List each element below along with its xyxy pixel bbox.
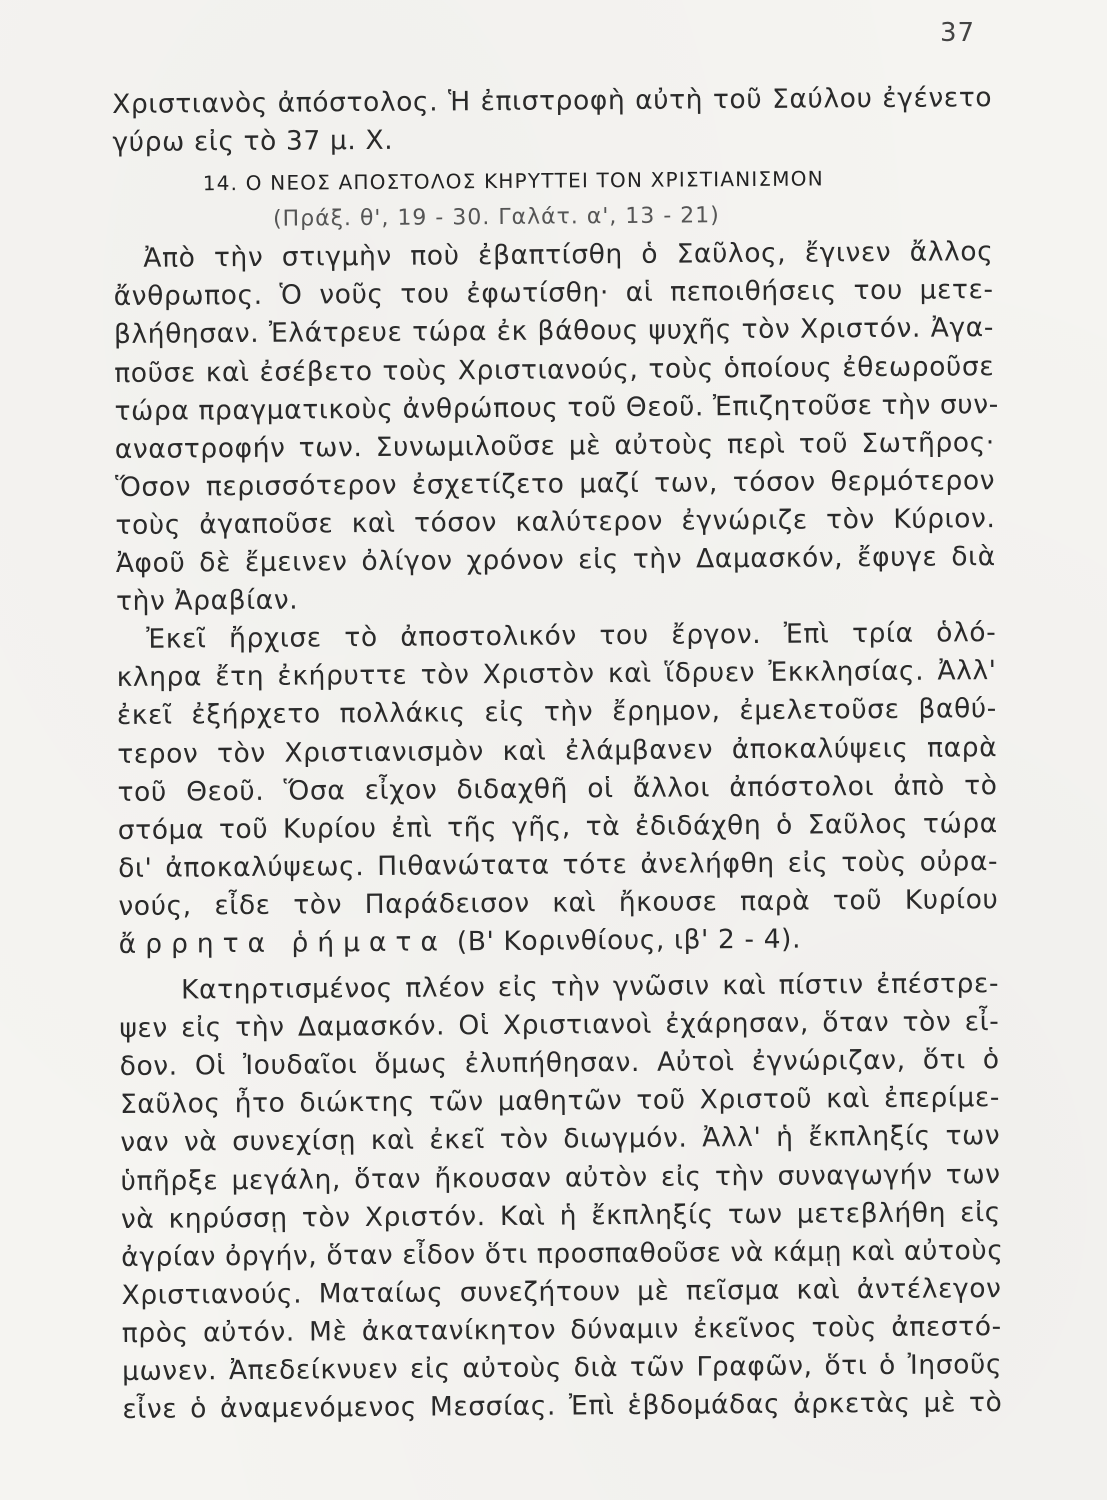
text-line: Ἀπὸ τὴν στιγμὴν ποὺ ἐβαπτίσθη ὁ Σαῦλος, ἔγινεν ἄλλος: [143, 236, 994, 275]
text-line: ἀγρίαν ὀργήν, ὅταν εἶδον ὅτι προσπαθοῦσε νὰ κάμῃ καὶ αὐτοὺς: [121, 1234, 1004, 1273]
text-line: Χριστιανὸς ἀπόστολος. Ἡ ἐπιστροφὴ αὐτὴ τοῦ Σαύλου ἐγένετο: [112, 82, 993, 120]
text-line: τοῦ Θεοῦ. Ὅσα εἶχον διδαχθῆ οἱ ἄλλοι ἀπόστολοι ἀπὸ τὸ: [117, 769, 998, 808]
text-line: τοὺς ἀγαποῦσε καὶ τόσον καλύτερον ἐγνώριζε τὸν Κύριον.: [115, 503, 996, 541]
text-line: Ὅσον περισσότερον ἐσχετίζετο μαζί των, τόσον θερμότερον: [115, 464, 996, 503]
text-line: στόμα τοῦ Κυρίου ἐπὶ τῆς γῆς, τὰ ἐδιδάχθη ὁ Σαῦλος τώρα: [117, 807, 998, 846]
text-line: κληρα ἔτη ἐκήρυττε τὸν Χριστὸν καὶ ἵδρυεν Ἐκκλησίας. Ἀλλ': [116, 655, 997, 694]
text-line: τερον τὸν Χριστιανισμὸν καὶ ἐλάμβανεν ἀποκαλύψεις παρὰ: [117, 731, 998, 770]
page-number: 37: [940, 18, 976, 48]
text-line: δι' ἀποκαλύψεως. Πιθανώτατα τότε ἀνελήφθη εἰς τοὺς οὐρα-: [118, 845, 999, 884]
text-line: ψεν εἰς τὴν Δαμασκόν. Οἱ Χριστιανοὶ ἐχάρησαν, ὅταν τὸν εἶ-: [119, 1006, 1000, 1045]
text-line: νούς, εἶδε τὸν Παράδεισον καὶ ἤκουσε παρὰ τοῦ Κυρίου: [118, 883, 999, 922]
section-heading: 14. Ο ΝΕΟΣ ΑΠΟΣΤΟΛΟΣ ΚΗΡΥΤΤΕΙ ΤΟΝ ΧΡΙΣΤΙΑΝΙΣΜΟΝ: [202, 166, 824, 196]
text-line: νὰ κηρύσσῃ τὸν Χριστόν. Καὶ ἡ ἔκπληξίς των μετεβλήθη εἰς: [120, 1196, 1001, 1235]
text-line: εἶνε ὁ ἀναμενόμενος Μεσσίας. Ἐπὶ ἑβδομάδας ἀρκετὰς μὲ τὸ: [122, 1387, 1003, 1426]
text-line: ὑπῆρξε μεγάλη, ὅταν ἤκουσαν αὐτὸν εἰς τὴν συναγωγήν των: [120, 1158, 1001, 1197]
text-line: αναστροφήν των. Συνωμιλοῦσε μὲ αὐτοὺς περὶ τοῦ Σωτῆρος·: [114, 426, 995, 465]
text-line: γύρω εἰς τὸ 37 μ. Χ.: [112, 124, 394, 159]
text-line: Σαῦλος ἦτο διώκτης τῶν μαθητῶν τοῦ Χριστοῦ καὶ ἐπερίμε-: [119, 1082, 1001, 1121]
text-line: Ἐκεῖ ἤρχισε τὸ ἀποστολικόν του ἔργον. Ἐπὶ τρία ὁλό-: [146, 617, 997, 655]
section-reference: (Πράξ. θ', 19 - 30. Γαλάτ. α', 13 - 21): [272, 203, 720, 232]
text-line: βλήθησαν. Ἐλάτρευε τώρα ἐκ βάθους ψυχῆς τὸν Χριστόν. Ἀγα-: [113, 312, 995, 351]
text-line: ἐκεῖ ἐξήρχετο πολλάκις εἰς τὴν ἔρημον, ἐμελετοῦσε βαθύ-: [116, 693, 998, 732]
text-line: τώρα πραγματικοὺς ἀνθρώπους τοῦ Θεοῦ. Ἐπιζητοῦσε τὴν συν-: [114, 388, 999, 427]
text-line: Κατηρτισμένος πλέον εἰς τὴν γνῶσιν καὶ πίστιν ἐπέστρε-: [180, 968, 1000, 1006]
bible-reference: (Β' Κορινθίους, ιβ' 2 - 4).: [456, 923, 802, 958]
text-line: ποῦσε καὶ ἐσέβετο τοὺς Χριστιανούς, τοὺς ὁποίους ἐθεωροῦσε: [114, 350, 995, 389]
text-line: Χριστιανούς. Ματαίως συνεζήτουν μὲ πεῖσμα καὶ ἀντέλεγον: [121, 1272, 1002, 1311]
text-line: μωνεν. Ἀπεδείκνυεν εἰς αὐτοὺς διὰ τῶν Γραφῶν, ὅτι ὁ Ἰησοῦς: [121, 1349, 1003, 1387]
text-line: Ἀφοῦ δὲ ἔμεινεν ὀλίγον χρόνον εἰς τὴν Δαμασκόν, ἔφυγε διὰ: [115, 541, 996, 580]
text-line: δον. Οἱ Ἰουδαῖοι ὅμως ἐλυπήθησαν. Αὐτοὶ ἐγνώριζαν, ὅτι ὁ: [119, 1044, 1000, 1083]
text-line: τὴν Ἀραβίαν.: [115, 584, 299, 618]
spaced-emphasis: ἄρρητα ῥήματα: [118, 926, 447, 960]
text-line: ἄνθρωπος. Ὁ νοῦς του ἐφωτίσθη· αἱ πεποιθήσεις του μετε-: [113, 274, 994, 313]
page-text: [112, 79, 1003, 1429]
text-line: ναν νὰ συνεχίσῃ καὶ ἐκεῖ τὸν διωγμόν. Ἀλλ' ἡ ἔκπληξίς των: [120, 1120, 1001, 1159]
text-line: πρὸς αὐτόν. Μὲ ἀκατανίκητον δύναμιν ἐκεῖνος τοὺς ἀπεστό-: [121, 1310, 1002, 1349]
